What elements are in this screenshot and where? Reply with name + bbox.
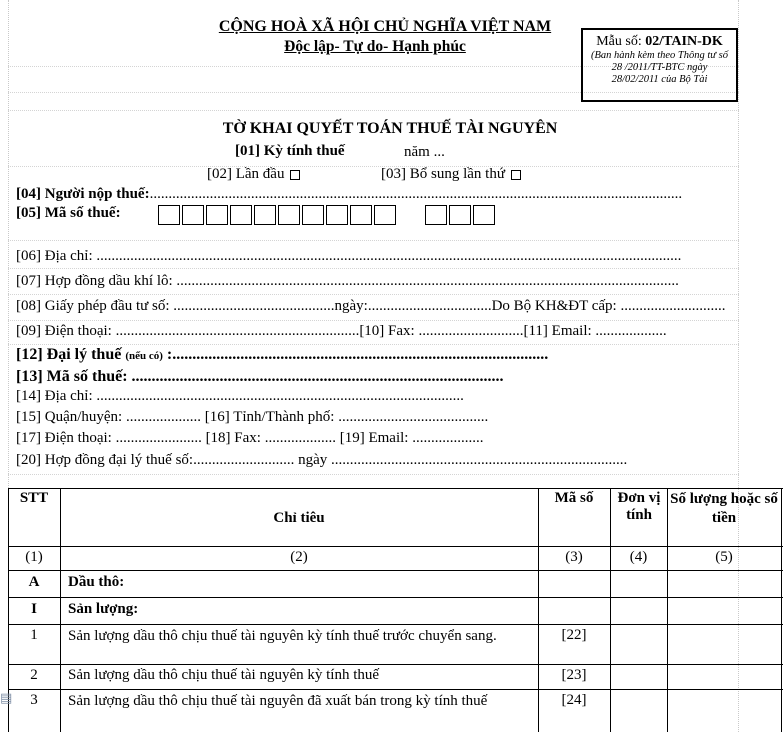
- issuer-label: Do Bộ KH&ĐT cấp:: [491, 298, 617, 314]
- tax-code-digit[interactable]: [182, 205, 204, 225]
- agent-location-row[interactable]: [15] Quận/huyện: .................... [16] Tỉnh/Thành phố: ........................................: [16, 409, 489, 425]
- tax-agent-label: [12] Đại lý thuế: [16, 346, 122, 363]
- first-time-option[interactable]: [207, 166, 300, 183]
- col-number: (1): [25, 549, 43, 565]
- gridline: [8, 320, 739, 321]
- header-amount: Số lượng hoặc số tiền: [670, 491, 778, 526]
- form-code: 02/TAIN-DK: [645, 34, 723, 49]
- agent-contract-label: [20] Hợp đồng đại lý thuế số:: [16, 452, 194, 468]
- row-stt: 3: [30, 692, 38, 708]
- investment-license-label: [08] Giấy phép đầu tư số:: [16, 298, 170, 314]
- row-handle-icon[interactable]: ▤: [0, 690, 13, 705]
- phone-label: [09] Điện thoại:: [16, 323, 112, 339]
- col-number: (2): [290, 549, 308, 565]
- form-code-line: [583, 34, 736, 50]
- country-heading: CỘNG HOÀ XÃ HỘI CHỦ NGHĨA VIỆT NAM: [218, 18, 552, 35]
- supplement-option[interactable]: [381, 166, 521, 183]
- agent-fax-label: [18] Fax:: [205, 430, 261, 446]
- taxpayer-field[interactable]: [04] Người nộp thuế:..............................................................................................................................................: [16, 186, 683, 202]
- tax-code-digit[interactable]: [254, 205, 276, 225]
- motto-heading: Độc lập- Tự do- Hạnh phúc: [284, 38, 466, 55]
- form-code-label: Mẫu số:: [596, 34, 646, 49]
- row-code: [23]: [561, 667, 587, 683]
- table-border: [667, 488, 668, 732]
- row-label: Sản lượng dầu thô chịu thuế tài nguyên đã xuất bán trong kỳ tính thuế: [68, 693, 488, 709]
- form-title: TỜ KHAI QUYẾT TOÁN THUẾ TÀI NGUYÊN: [222, 120, 558, 137]
- province-label: [16] Tỉnh/Thành phố:: [204, 409, 335, 425]
- gridline: [8, 240, 739, 241]
- license-date-label: ngày:: [334, 298, 368, 314]
- form-code-box: [581, 28, 738, 102]
- tax-code-digit[interactable]: [350, 205, 372, 225]
- agent-contact-row[interactable]: [17] Điện thoại: ....................... [18] Fax: ................... [19] Email: ...................: [16, 430, 484, 446]
- agent-contract-row[interactable]: [20] Hợp đồng đại lý thuế số:........................... ngày ...............................................................................: [16, 452, 628, 468]
- tax-code-digit[interactable]: [302, 205, 324, 225]
- col-number: (3): [565, 549, 583, 565]
- address-label: [06] Địa chỉ:: [16, 248, 93, 264]
- supplement-label: [03] Bổ sung lần thứ: [381, 166, 505, 182]
- agent-tax-code-field[interactable]: [13] Mã số thuế: .............................................................................................: [16, 368, 504, 385]
- investment-license-field[interactable]: [08] Giấy phép đầu tư số: ...........................................ngày:.................................Do Bộ KH&ĐT cấp: ............................: [16, 298, 726, 314]
- email-label: [11] Email:: [523, 323, 592, 339]
- row-label: Dầu thô:: [68, 574, 125, 590]
- gridline: [8, 474, 739, 475]
- tax-code-digit[interactable]: [230, 205, 252, 225]
- header-indicator: Chỉ tiêu: [273, 510, 325, 526]
- table-border: [610, 488, 611, 732]
- agent-phone-label: [17] Điện thoại:: [16, 430, 112, 446]
- gridline: [8, 344, 739, 345]
- agent-email-label: [19] Email:: [339, 430, 409, 446]
- header-stt: STT: [19, 490, 49, 506]
- row-code: [22]: [561, 627, 587, 643]
- taxpayer-label: [04] Người nộp thuế:: [16, 186, 150, 202]
- contact-row[interactable]: [09] Điện thoại: .................................................................[10] Fax: ............................[11] Email: ...................: [16, 323, 667, 339]
- oil-contract-label: [07] Hợp đồng dầu khí lô:: [16, 273, 173, 289]
- row-label: Sản lượng dầu thô chịu thuế tài nguyên kỳ tính thuế trước chuyển sang.: [68, 628, 497, 644]
- col-number: (4): [629, 549, 648, 565]
- row-code[interactable]: [24]: [561, 692, 587, 708]
- first-time-label: [02] Lần đầu: [207, 166, 285, 182]
- first-time-checkbox[interactable]: [290, 170, 300, 180]
- row-stt: A: [28, 574, 40, 590]
- gridline: [8, 294, 739, 295]
- row-stt: 2: [30, 667, 38, 683]
- gridline: [8, 268, 739, 269]
- supplement-checkbox[interactable]: [511, 170, 521, 180]
- row-label: Sản lượng dầu thô chịu thuế tài nguyên kỳ tính thuế: [68, 667, 380, 683]
- tax-code-branch-digit[interactable]: [449, 205, 471, 225]
- tax-period-label: [01] Kỳ tính thuế: [235, 143, 345, 159]
- tax-code-digit[interactable]: [206, 205, 228, 225]
- row-stt: I: [31, 601, 37, 617]
- tax-code-digit[interactable]: [374, 205, 396, 225]
- tax-code-digit[interactable]: [278, 205, 300, 225]
- row-label: Sản lượng:: [68, 601, 139, 617]
- agent-address-field[interactable]: [14] Địa chỉ: ..................................................................................................: [16, 388, 464, 404]
- col-number: (5): [715, 549, 733, 565]
- agent-address-label: [14] Địa chỉ:: [16, 388, 93, 404]
- tax-agent-field[interactable]: [12] Đại lý thuế (nếu có) :..............................................................................................: [16, 346, 549, 363]
- tax-code-branch-digit[interactable]: [473, 205, 495, 225]
- form-code-note: (Ban hành kèm theo Thông tư số 28 /2011/TT-BTC ngày 28/02/2011 của Bộ Tài: [591, 50, 728, 85]
- agent-tax-code-label: [13] Mã số thuế:: [16, 368, 128, 385]
- row-stt: 1: [30, 627, 38, 643]
- tax-code-label: [05] Mã số thuế:: [16, 205, 121, 221]
- oil-contract-field[interactable]: [07] Hợp đồng dầu khí lô: ......................................................................................................................................: [16, 273, 679, 289]
- district-label: [15] Quận/huyện:: [16, 409, 123, 425]
- tax-code-digit[interactable]: [158, 205, 180, 225]
- gridline: [8, 166, 739, 167]
- tax-agent-note: (nếu có): [125, 350, 163, 362]
- header-unit: Đơn vị tính: [617, 490, 661, 523]
- tax-code-branch-digit[interactable]: [425, 205, 447, 225]
- header-code: Mã số: [554, 490, 594, 506]
- agent-contract-date-label: ngày: [298, 452, 328, 468]
- gridline: [8, 110, 739, 111]
- fax-label: [10] Fax:: [359, 323, 415, 339]
- tax-code-digit[interactable]: [326, 205, 348, 225]
- table-border: [781, 488, 782, 732]
- tax-period-year: năm ...: [404, 144, 445, 160]
- address-field[interactable]: [06] Địa chỉ: ............................................................................................................................................................: [16, 248, 682, 264]
